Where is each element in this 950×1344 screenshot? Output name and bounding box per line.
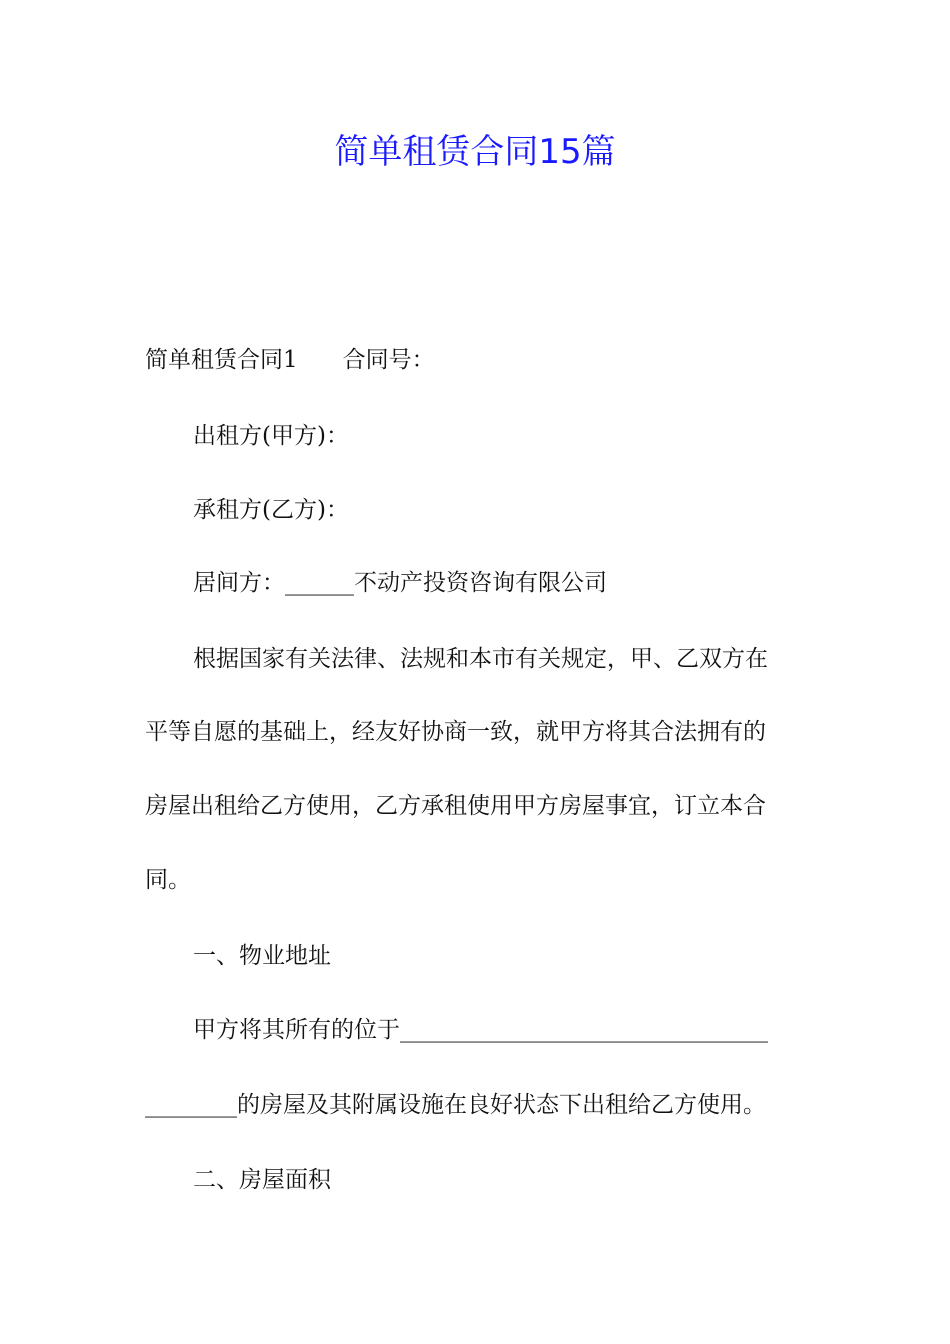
section-heading: 一、物业地址 bbox=[193, 943, 331, 969]
paragraph-line: 平等自愿的基础上，经友好协商一致，就甲方将其合法拥有的 bbox=[145, 719, 766, 745]
section-heading: 二、房屋面积 bbox=[193, 1167, 331, 1193]
paragraph-line: 同。 bbox=[145, 867, 191, 893]
contract-number-label: 合同号： bbox=[342, 347, 435, 373]
section-text-line: ________的房屋及其附属设施在良好状态下出租给乙方使用。 bbox=[145, 1092, 766, 1118]
section-text-line: 甲方将其所有的位于________________________________ bbox=[193, 1017, 768, 1043]
contract-heading bbox=[145, 343, 815, 377]
lessee-line: 承租方(乙方)： bbox=[193, 497, 349, 523]
paragraph-line: 房屋出租给乙方使用，乙方承租使用甲方房屋事宜，订立本合 bbox=[145, 793, 766, 819]
lessor-line: 出租方(甲方)： bbox=[193, 423, 349, 449]
contract-heading-title: 简单租赁合同1 bbox=[145, 347, 298, 373]
agent-line: 居间方：______不动产投资咨询有限公司 bbox=[193, 570, 607, 596]
document-title: 简单租赁合同15篇 bbox=[334, 132, 616, 172]
paragraph-line: 根据国家有关法律、法规和本市有关规定，甲、乙双方在 bbox=[193, 646, 768, 672]
